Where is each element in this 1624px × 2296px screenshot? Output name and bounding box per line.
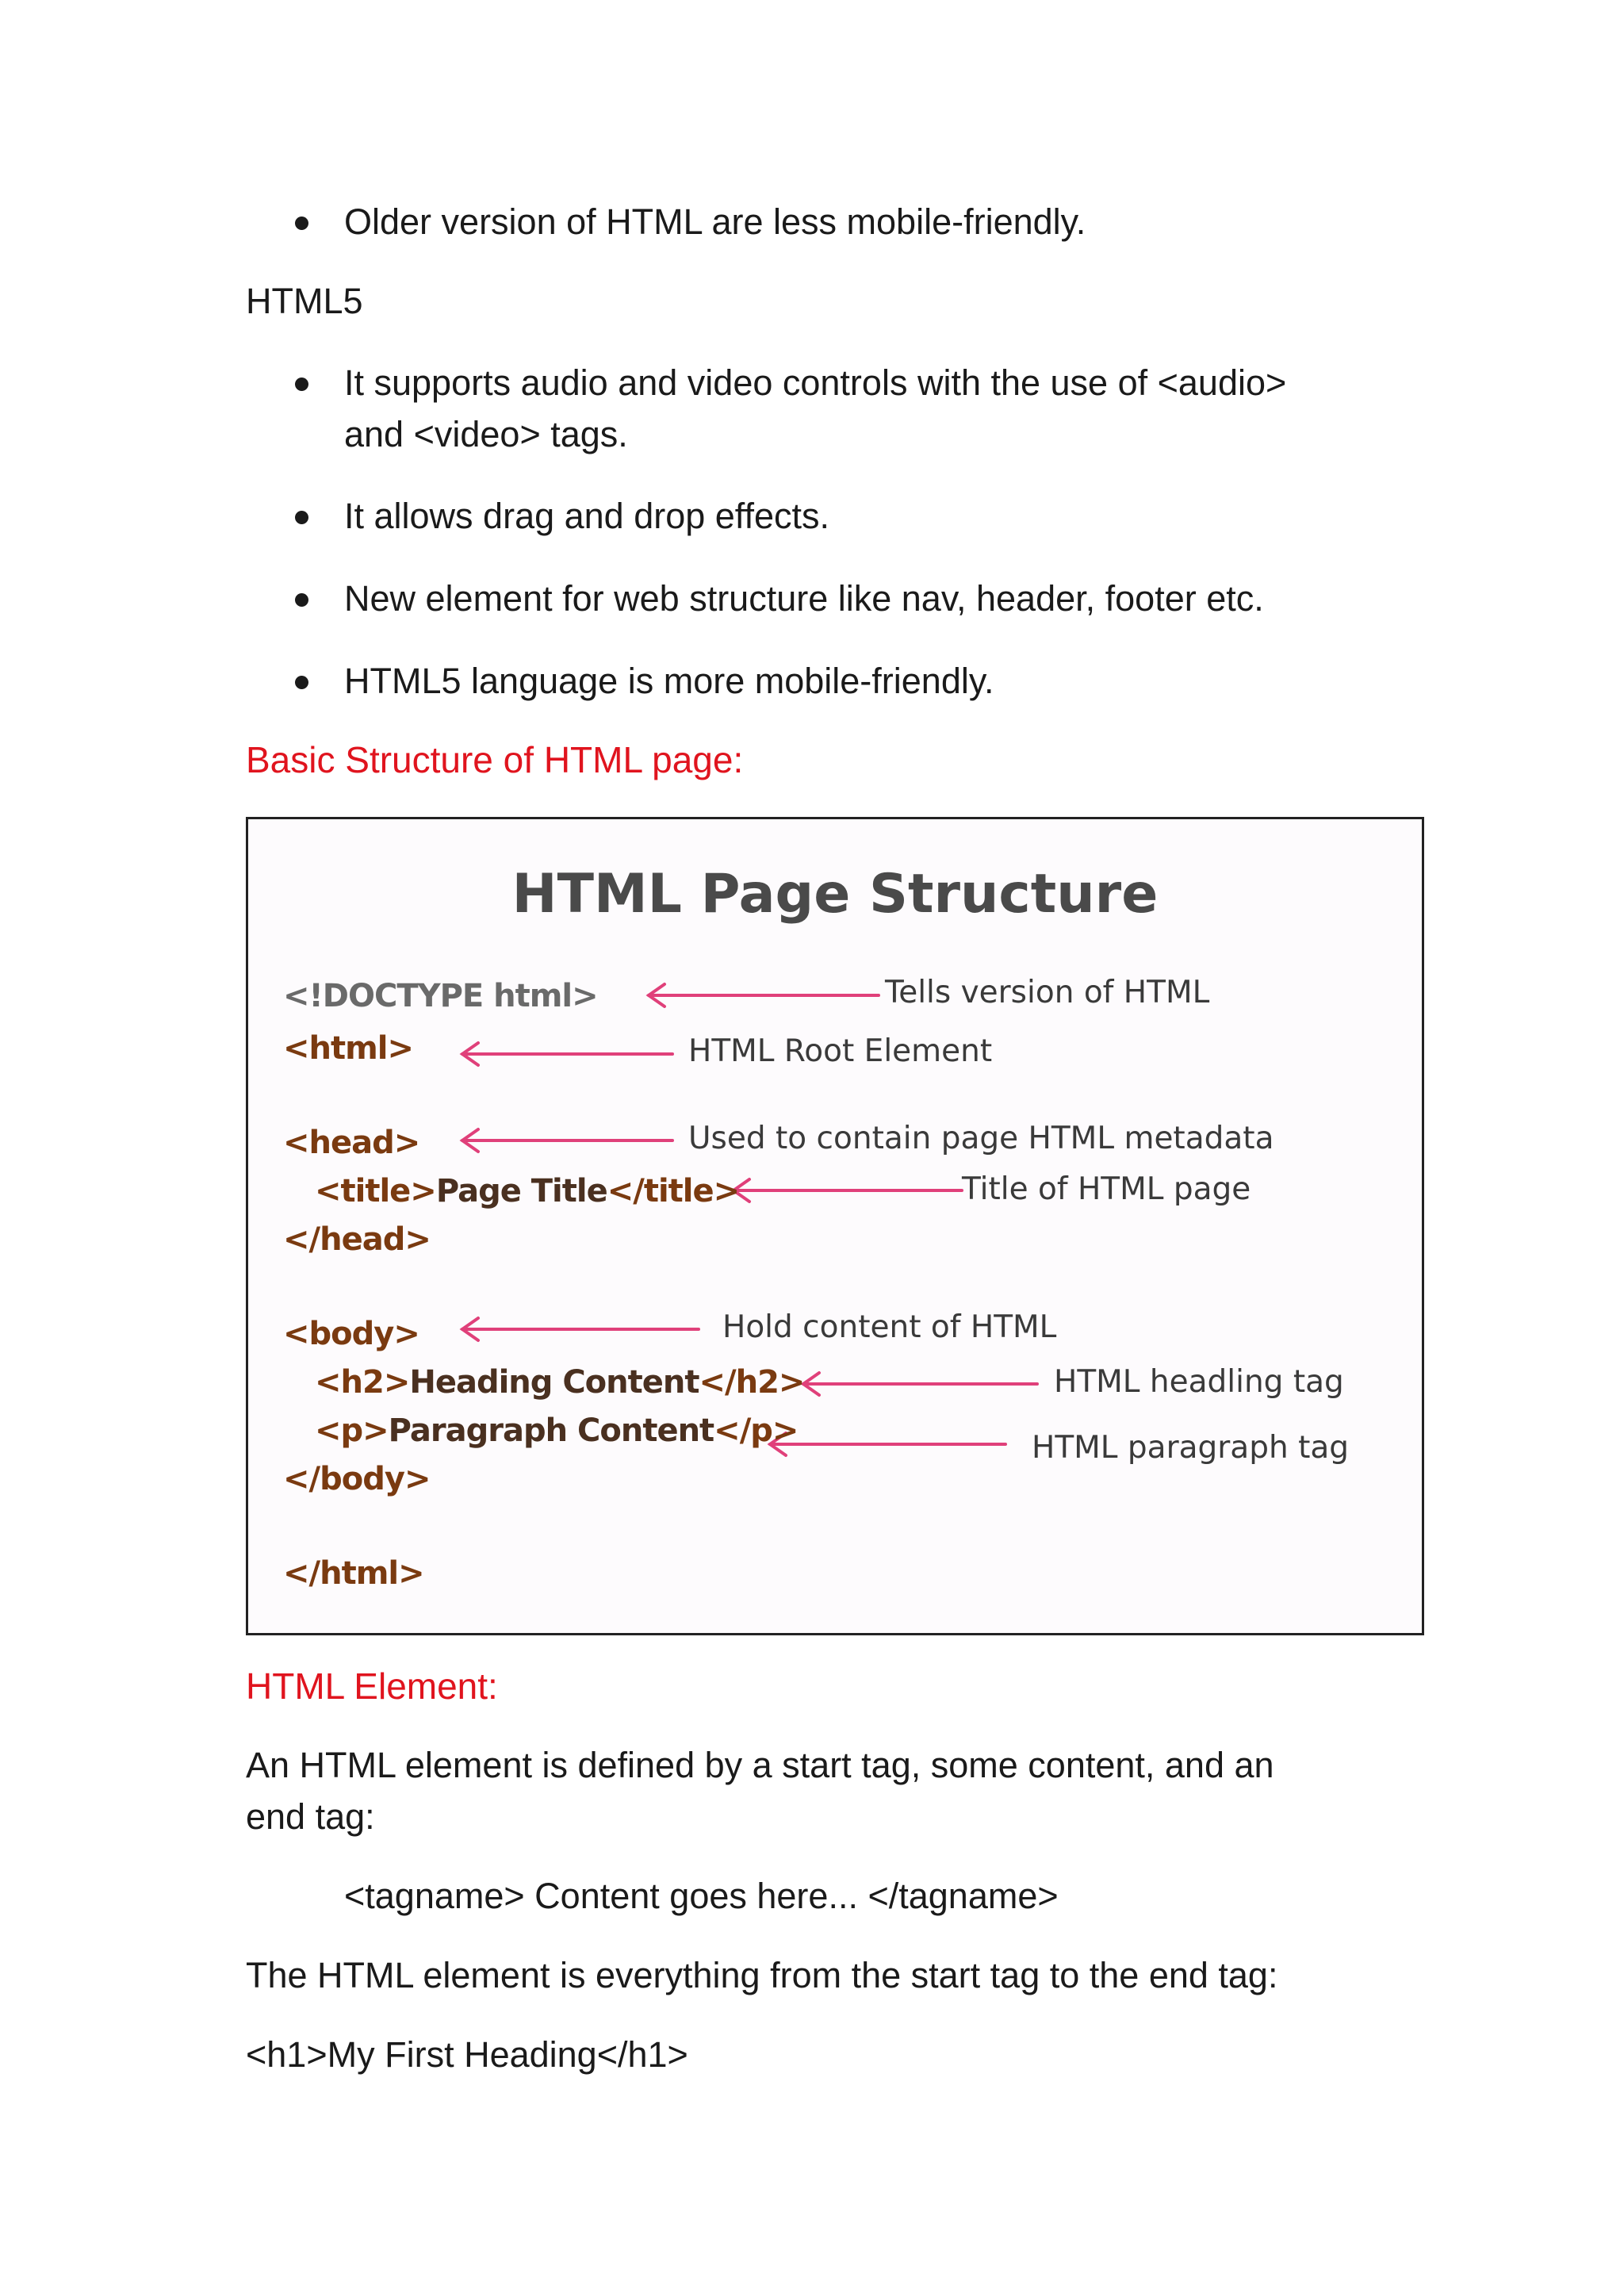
bullet-icon <box>295 217 308 230</box>
code-body-close: </body> <box>283 1461 431 1497</box>
arrow-body <box>462 1318 699 1340</box>
list-item: New element for web structure like nav, header, footer etc. <box>344 578 1264 619</box>
arrow-html <box>462 1043 672 1065</box>
code-html-close: </html> <box>283 1555 424 1592</box>
arrow-title <box>733 1179 962 1202</box>
list-item: Older version of HTML are less mobile-friendly. <box>344 201 1086 242</box>
code-p-text: Paragraph Content <box>388 1412 714 1449</box>
arrow-head <box>462 1129 672 1152</box>
tag-example: <tagname> Content goes here... </tagname> <box>344 1876 1059 1916</box>
code-html-open: <html> <box>283 1030 414 1067</box>
code-h2-open: <h2> <box>315 1364 410 1401</box>
section-heading: HTML Element: <box>246 1665 498 1707</box>
section-heading: Basic Structure of HTML page: <box>246 739 744 780</box>
bullet-icon <box>295 676 308 689</box>
html-structure-figure <box>246 817 1424 1635</box>
code-h2-close: </h2> <box>699 1364 805 1401</box>
list-item-continuation: and <video> tags. <box>344 414 628 454</box>
bullet-icon <box>295 511 308 524</box>
list-item: It supports audio and video controls with the use of <audio> <box>344 362 1287 403</box>
code-head-open: <head> <box>283 1125 420 1161</box>
code-p-close: </p> <box>714 1412 799 1449</box>
code-title-close: </title> <box>607 1173 740 1209</box>
arrow-p <box>770 1433 1005 1455</box>
code-title-line <box>315 1173 739 1209</box>
figure-title: HTML Page Structure <box>511 863 1159 926</box>
code-title-text: Page Title <box>435 1173 607 1209</box>
note-html: HTML Root Element <box>688 1033 993 1069</box>
note-p: HTML paragraph tag <box>1032 1430 1350 1466</box>
code-h2-text: Heading Content <box>409 1364 699 1401</box>
code-p-line <box>315 1412 798 1449</box>
arrow-doctype <box>649 984 879 1006</box>
list-item: HTML5 language is more mobile-friendly. <box>344 661 994 701</box>
paragraph: The HTML element is everything from the start tag to the end tag: <box>246 1955 1278 1995</box>
note-head: Used to contain page HTML metadata <box>688 1121 1274 1156</box>
h1-example: <h1>My First Heading</h1> <box>246 2034 688 2075</box>
bullet-icon <box>295 378 308 391</box>
code-p-open: <p> <box>315 1412 389 1449</box>
code-doctype: <!DOCTYPE html> <box>283 978 598 1014</box>
list-item: It allows drag and drop effects. <box>344 496 830 536</box>
note-doctype: Tells version of HTML <box>885 975 1210 1010</box>
paragraph-line: An HTML element is defined by a start tag, some content, and an <box>246 1745 1274 1785</box>
code-head-close: </head> <box>283 1221 431 1258</box>
code-title-open: <title> <box>315 1173 436 1209</box>
code-h2-line <box>315 1364 804 1401</box>
paragraph-line: end tag: <box>246 1796 375 1837</box>
note-title: Title of HTML page <box>962 1171 1251 1207</box>
html5-label: HTML5 <box>246 281 363 321</box>
arrow-h2 <box>803 1373 1037 1395</box>
code-body-open: <body> <box>283 1316 419 1352</box>
note-h2: HTML headling tag <box>1054 1364 1344 1400</box>
bullet-icon <box>295 593 308 607</box>
note-body: Hold content of HTML <box>722 1309 1057 1345</box>
